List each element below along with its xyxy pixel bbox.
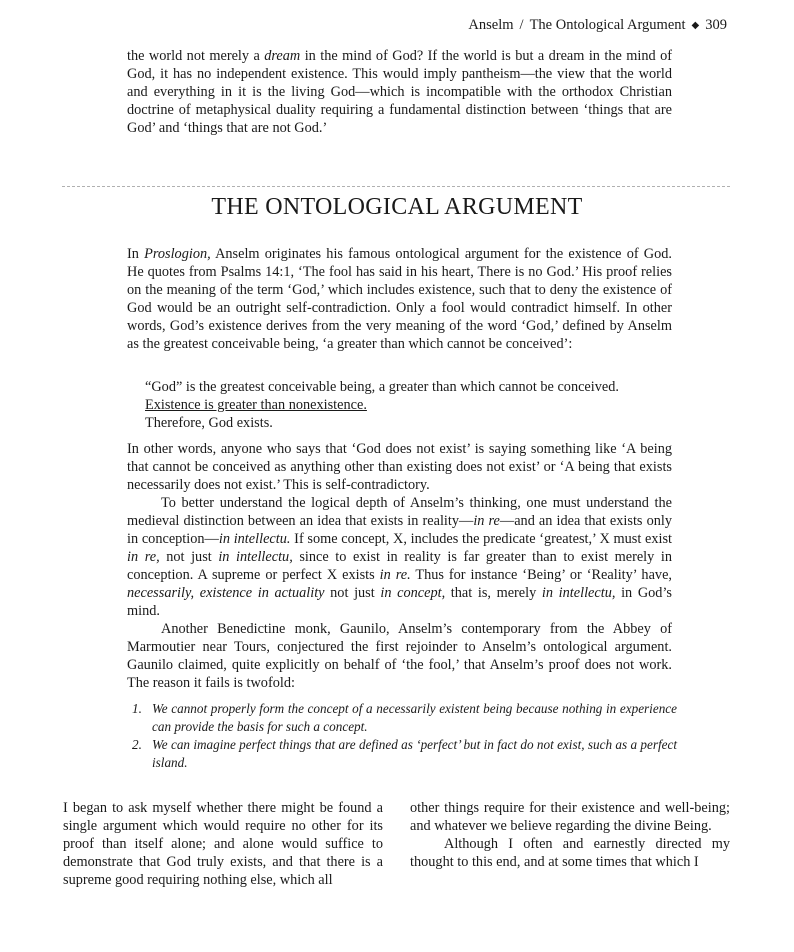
p1-text-a: In (127, 246, 145, 262)
p3-text-a: To better understand the logical depth of Anselm’s thinking, one must understand the medieval distinction between an idea that exists in reality— (127, 495, 672, 529)
running-header (468, 17, 727, 34)
p3-in-re-1: in re (473, 513, 500, 529)
paragraph-4 (127, 620, 672, 692)
objection-list (132, 700, 677, 772)
p3-in-intellectu-1: in intellectu. (218, 531, 291, 547)
p3-text-f: Thus for instance ‘Being’ or ‘Reality’ have, (410, 567, 672, 583)
premise-1: “God” is the greatest conceivable being, a greater than which cannot be conceived. (145, 379, 619, 395)
header-separator: / (519, 17, 524, 33)
objection-text: We cannot properly form the concept of a necessarily existent being because nothing in experience can provide the basis for such a concept. (152, 701, 677, 734)
premise-2: Existence is greater than nonexistence. (145, 397, 367, 413)
p3-necessarily: necessarily, existence in actuality (127, 585, 325, 601)
header-author: Anselm (468, 17, 514, 33)
paragraph-1 (127, 245, 672, 353)
intro-text-b: in the mind of God? If the world is but a dream in the mind of God, it has no independent existence. This would imply pantheism—the view that the world and everything in it is the living God—which is incompatible with the orthodox Christian doctrine of metaphysical duality requiring a fundamental distinction between ‘things that are God’ and ‘things that are not God.’ (127, 48, 672, 136)
diamond-icon: ◆ (691, 20, 700, 31)
p3-text-g: not just (324, 585, 381, 601)
p3-in-re-2: in re, (127, 549, 160, 565)
syllogism (145, 378, 685, 432)
p3-text-h: that is, merely (445, 585, 542, 601)
objection-text: We can imagine perfect things that are defined as ‘perfect’ but in fact do not exist, such as a perfect island. (152, 737, 677, 770)
p3-in-concept: in concept, (380, 585, 446, 601)
objection-number: 2. (132, 737, 142, 752)
list-item (132, 700, 677, 736)
intro-dream-italic: dream (264, 48, 301, 64)
quote-right-column (410, 799, 730, 871)
section-divider (62, 186, 730, 187)
quote-right-text-2: Although I often and earnestly directed my thought to this end, and at some times that which I (410, 836, 730, 870)
quote-left-text: I began to ask myself whether there might be found a single argument which would require no other for its proof than itself alone; and alone would suffice to demonstrate that God truly exists, and that there is a supreme good requiring nothing else, which all (63, 800, 383, 888)
p3-in-intellectu-3: in intellectu, (541, 585, 616, 601)
p1-text-b: Anselm originates his famous ontological argument for the existence of God. He quotes from Psalms 14:1, ‘The fool has said in his heart, There is no God.’ His proof relies on the meaning of the term ‘God,’ which includes existence, such that to deny the existence of God would be an outright self-contradiction. Only a fool would contradict himself. In other words, God’s existence derives from the very meaning of the word ‘God,’ defined by Anselm as the greatest conceivable being, ‘a greater than which cannot be conceived’: (127, 246, 672, 352)
objection-number: 1. (132, 701, 142, 716)
intro-text-a: the world not merely a (127, 48, 265, 64)
list-item (132, 736, 677, 772)
p4-text: Another Benedictine monk, Gaunilo, Anselm’s contemporary from the Abbey of Marmoutier near Tours, conjectured the first rejoinder to Anselm’s ontological argument. Gaunilo claimed, quite explicitly on behalf of ‘the fool,’ that Anselm’s proof does not work. The reason it fails is twofold: (127, 621, 672, 691)
p3-text-c: If some concept, X, includes the predicate ‘greatest,’ X must exist (290, 531, 673, 547)
paragraph-3 (127, 494, 672, 620)
p3-text-e: since to exist in reality is far greater than to exist merely in conception. A supreme or perfect X exists (127, 549, 672, 583)
conclusion: Therefore, God exists. (145, 415, 273, 431)
p1-proslogion-italic: Proslogion, (144, 246, 211, 262)
page-number: 309 (705, 17, 727, 33)
intro-paragraph (127, 47, 672, 137)
quote-right-text-1: other things require for their existence and well-being; and whatever we believe regarding the divine Being. (410, 800, 730, 834)
p2-text: In other words, anyone who says that ‘God does not exist’ is saying something like ‘A being that cannot be conceived as anything other than existing does not exist’ or ‘A being that exists necessarily does not exist.’ This is self-contradictory. (127, 441, 672, 493)
header-section: The Ontological Argument (529, 17, 686, 33)
p3-in-re-3: in re. (379, 567, 411, 583)
quote-left-column (63, 799, 383, 889)
p3-text-b: —and an idea that exists only in conception— (127, 513, 672, 547)
paragraph-2 (127, 440, 672, 494)
p3-text-i: in God’s mind. (127, 585, 672, 619)
p3-in-intellectu-2: in intellectu, (218, 549, 293, 565)
section-title: THE ONTOLOGICAL ARGUMENT (211, 194, 583, 220)
p3-text-d: not just (159, 549, 219, 565)
